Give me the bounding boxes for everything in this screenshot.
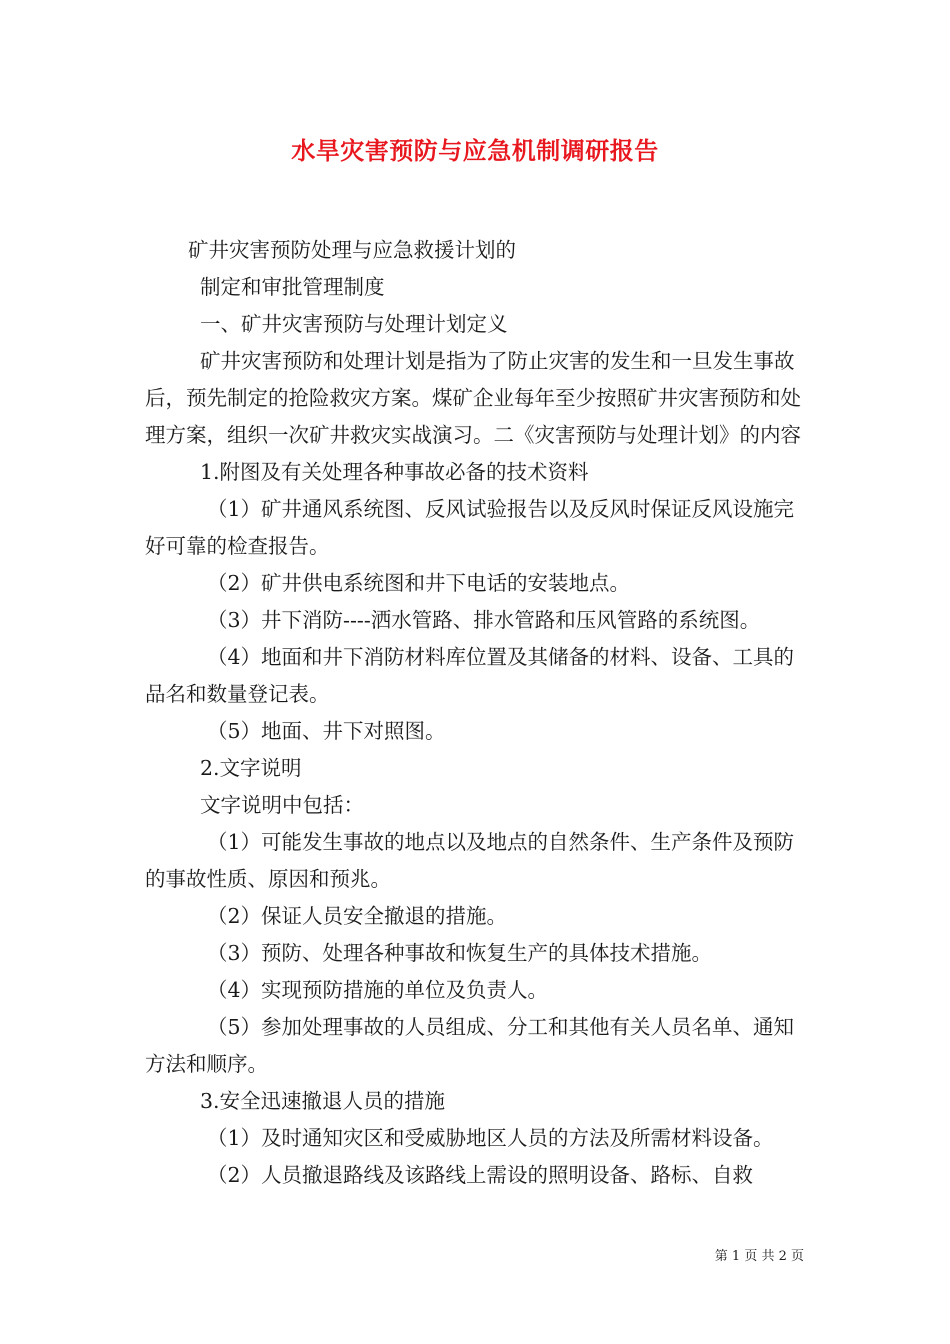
list-item: （3）井下消防----洒水管路、排水管路和压风管路的系统图。 xyxy=(207,608,761,632)
list-item: （2）保证人员安全撤退的措施。 xyxy=(207,904,508,928)
section-heading: 1.附图及有关处理各种事故必备的技术资料 xyxy=(200,460,589,484)
document-body xyxy=(145,232,810,1194)
section-heading: 2.文字说明 xyxy=(200,756,302,780)
list-item: （1）可能发生事故的地点以及地点的自然条件、生产条件及预防的事故性质、原因和预兆。 xyxy=(145,830,795,891)
list-item: （2）矿井供电系统图和井下电话的安装地点。 xyxy=(207,571,631,595)
paragraph: 文字说明中包括： xyxy=(200,793,364,817)
list-item: （4）实现预防措施的单位及负责人。 xyxy=(207,978,549,1002)
page-number: 第 1 页 共 2 页 xyxy=(714,1249,804,1264)
list-item: （5）参加处理事故的人员组成、分工和其他有关人员名单、通知方法和顺序。 xyxy=(145,1015,795,1076)
document-title: 水旱灾害预防与应急机制调研报告 xyxy=(291,136,659,165)
list-item: （1）及时通知灾区和受威胁地区人员的方法及所需材料设备。 xyxy=(207,1126,774,1150)
list-item: （3）预防、处理各种事故和恢复生产的具体技术措施。 xyxy=(207,941,713,965)
section-heading: 3.安全迅速撤退人员的措施 xyxy=(200,1089,446,1113)
paragraph: 制定和审批管理制度 xyxy=(200,275,385,299)
paragraph: 矿井灾害预防和处理计划是指为了防止灾害的发生和一旦发生事故后，预先制定的抢险救灾方案。煤矿企业每年至少按照矿井灾害预防和处理方案，组织一次矿井救灾实战演习。二《灾害预防与处理计划》的内容 xyxy=(145,349,801,447)
list-item: （2）人员撤退路线及该路线上需设的照明设备、路标、自救 xyxy=(207,1163,754,1187)
list-item: （5）地面、井下对照图。 xyxy=(207,719,446,743)
list-item: （4）地面和井下消防材料库位置及其储备的材料、设备、工具的品名和数量登记表。 xyxy=(145,645,795,706)
section-heading: 一、矿井灾害预防与处理计划定义 xyxy=(200,312,508,336)
list-item: （1）矿井通风系统图、反风试验报告以及反风时保证反风设施完好可靠的检查报告。 xyxy=(145,497,795,558)
paragraph: 矿井灾害预防处理与应急救援计划的 xyxy=(188,238,516,262)
